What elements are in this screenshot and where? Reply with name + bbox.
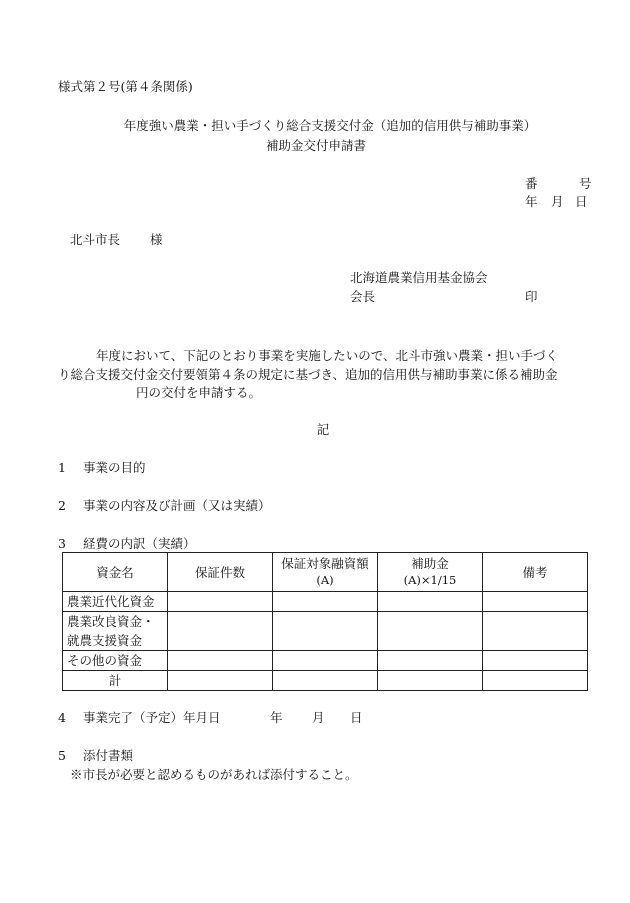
body-line-1: 年度において、下記のとおり事業を実施したいので、北斗市強い農業・担い手づく — [96, 348, 559, 363]
section-5 — [58, 750, 133, 763]
table-cell — [483, 592, 588, 612]
applicant-seal: 印 — [525, 289, 538, 304]
section-5-note: ※市長が必要と認めるものがあれば添付すること。 — [70, 767, 358, 782]
title-line-1: 年度強い農業・担い手づくり総合支援交付金（追加的信用供与補助事業） — [123, 118, 537, 133]
table-cell — [168, 592, 273, 612]
header-loan-amount-line1: 保証対象融資額 — [281, 556, 369, 571]
row-other-fund: その他の資金 — [63, 651, 168, 671]
table-cell — [273, 612, 378, 651]
table-cell — [168, 612, 273, 651]
section-4-month: 月 — [312, 710, 325, 725]
row-total: 計 — [63, 671, 168, 691]
header-subsidy-line2: (A)×1/15 — [403, 573, 457, 587]
expense-table — [62, 552, 588, 691]
date-day: 日 — [575, 194, 588, 209]
number-ban: 番 — [525, 176, 538, 191]
header-subsidy-line1: 補助金 — [411, 556, 449, 571]
body-line-3: 円の交付を申請する。 — [136, 385, 262, 400]
addressee-honorific: 様 — [150, 232, 163, 247]
table-cell — [168, 651, 273, 671]
section-5-text: 添付書類 — [82, 748, 133, 763]
table-cell — [273, 592, 378, 612]
row-improvement-fund — [63, 612, 168, 651]
table-cell — [273, 671, 378, 691]
section-1 — [58, 462, 145, 475]
section-4-year: 年 — [270, 710, 283, 725]
section-4-text: 事業完了（予定）年月日 — [82, 710, 221, 725]
header-subsidy — [378, 553, 483, 592]
section-2-text: 事業の内容及び計画（又は実績） — [82, 498, 271, 513]
section-3-num: 3 — [58, 536, 66, 551]
section-2 — [58, 500, 270, 513]
header-remarks: 備考 — [483, 553, 588, 592]
table-cell — [378, 592, 483, 612]
table-cell — [483, 612, 588, 651]
section-3-text: 経費の内訳（実績） — [82, 536, 196, 551]
table-row — [63, 651, 588, 671]
section-1-text: 事業の目的 — [82, 460, 146, 475]
header-fund-name: 資金名 — [63, 553, 168, 592]
section-3 — [58, 538, 195, 551]
date-year: 年 — [525, 194, 538, 209]
header-loan-amount-line2: (A) — [316, 573, 334, 587]
table-row — [63, 592, 588, 612]
section-5-num: 5 — [58, 748, 66, 763]
table-cell — [273, 651, 378, 671]
table-cell — [168, 671, 273, 691]
document-title — [0, 120, 630, 133]
row-improvement-fund-line1: 農業改良資金・ — [67, 614, 155, 629]
row-improvement-fund-line2: 就農支援資金 — [67, 633, 143, 648]
table-header-row — [63, 553, 588, 592]
table-cell — [378, 651, 483, 671]
addressee-name: 北斗市長 — [70, 232, 121, 247]
title-line-2: 補助金交付申請書 — [265, 138, 366, 153]
body-line-2: り総合支援交付金交付要領第４条の規定に基づき、追加的信用供与補助事業に係る補助金 — [58, 367, 558, 382]
form-label: 様式第２号(第４条関係) — [58, 79, 193, 94]
section-4 — [58, 712, 220, 725]
row-modernization-fund: 農業近代化資金 — [63, 592, 168, 612]
section-1-num: 1 — [58, 460, 66, 475]
applicant-org: 北海道農業信用基金協会 — [350, 270, 488, 285]
section-4-num: 4 — [58, 710, 66, 725]
table-cell — [483, 651, 588, 671]
table-row — [63, 671, 588, 691]
number-go: 号 — [579, 176, 592, 191]
table-cell — [378, 612, 483, 651]
section-2-num: 2 — [58, 498, 66, 513]
table-row — [63, 612, 588, 651]
date-month: 月 — [551, 194, 564, 209]
table-cell — [378, 671, 483, 691]
section-4-day: 日 — [350, 710, 363, 725]
ki-heading — [0, 424, 630, 437]
document-subtitle — [0, 140, 630, 153]
header-guarantee-count: 保証件数 — [168, 553, 273, 592]
table-cell — [483, 671, 588, 691]
header-loan-amount — [273, 553, 378, 592]
ki-text: 記 — [316, 422, 330, 437]
applicant-title: 会長 — [350, 289, 376, 304]
